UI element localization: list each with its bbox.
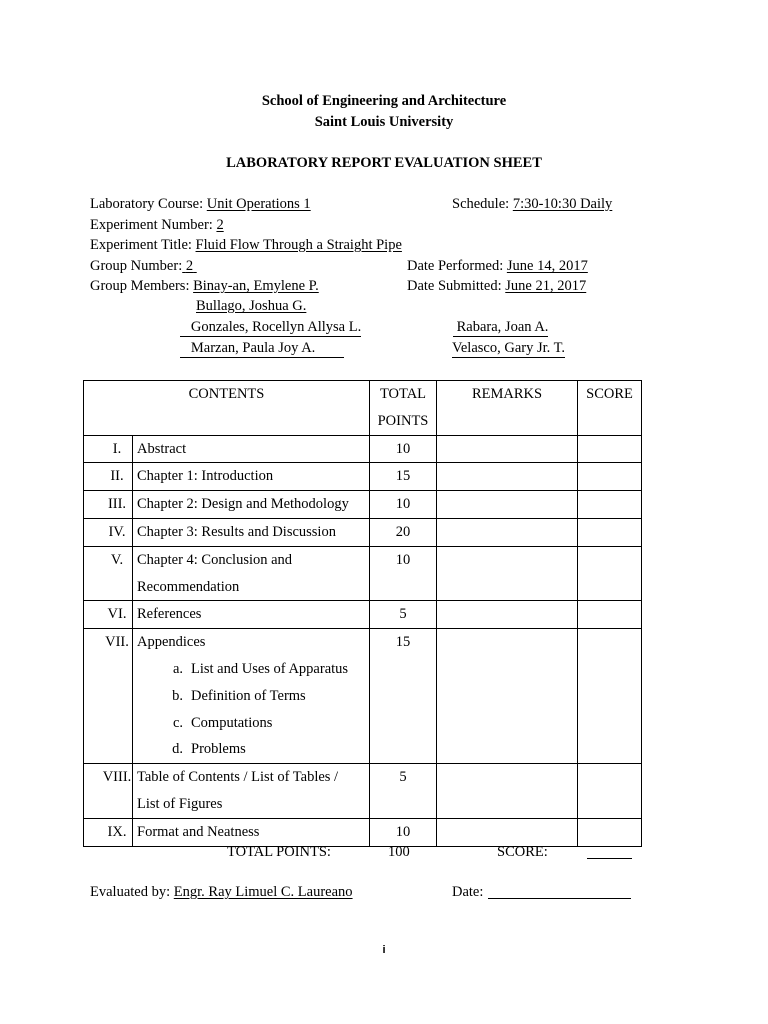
row-score — [578, 601, 642, 629]
experiment-title-line — [90, 237, 402, 254]
total-points-value: 100 — [388, 844, 410, 860]
row-content: Abstract — [133, 435, 370, 463]
table-row — [84, 818, 642, 846]
date-submitted-line — [407, 278, 586, 295]
members-label: Group Members: — [90, 278, 190, 294]
row-score — [578, 491, 642, 519]
row-score — [578, 435, 642, 463]
row-number: VI. — [84, 601, 133, 629]
members-line — [90, 278, 319, 295]
row-number: I. — [84, 435, 133, 463]
total-points-label: TOTAL POINTS: — [227, 844, 331, 860]
row-score — [578, 518, 642, 546]
member-name: Binay-an, Emylene P. — [193, 278, 319, 294]
row-points: 5 — [370, 764, 437, 819]
row-points: 10 — [370, 435, 437, 463]
experiment-number-value: 2 — [216, 217, 224, 233]
schedule-line — [452, 196, 612, 213]
row-number: III. — [84, 491, 133, 519]
row-points: 10 — [370, 546, 437, 601]
row-points: 10 — [370, 818, 437, 846]
table-row — [84, 518, 642, 546]
document-title: LABORATORY REPORT EVALUATION SHEET — [226, 155, 542, 171]
row-number: IX. — [84, 818, 133, 846]
row-points: 5 — [370, 601, 437, 629]
table-header-row — [84, 381, 642, 436]
group-number-line — [90, 258, 197, 275]
table-row — [84, 546, 642, 601]
member-name: Bullago, Joshua G. — [196, 298, 307, 314]
header-total-points: TOTAL POINTS — [370, 381, 437, 436]
row-remarks — [437, 818, 578, 846]
row-content: Chapter 1: Introduction — [133, 463, 370, 491]
row-content: References — [133, 601, 370, 629]
member-name: Marzan, Paula Joy A. — [180, 340, 344, 358]
row-number: VIII. — [84, 764, 133, 819]
table-row — [84, 463, 642, 491]
course-value: Unit Operations 1 — [206, 196, 311, 212]
date-submitted-label: Date Submitted: — [407, 278, 502, 294]
table-row — [84, 601, 642, 629]
row-number: V. — [84, 546, 133, 601]
row-points: 15 — [370, 629, 437, 764]
row-score — [578, 546, 642, 601]
schedule-label: Schedule: — [452, 196, 510, 212]
row-remarks — [437, 629, 578, 764]
university-name: Saint Louis University — [314, 114, 454, 130]
row-content: Appendices a. List and Uses of Apparatus b. Definition of Terms c. Computations d. Problems — [133, 629, 370, 764]
header-score: SCORE — [578, 381, 642, 436]
row-remarks — [437, 764, 578, 819]
row-content: Chapter 4: Conclusion and Recommendation — [133, 546, 370, 601]
header-contents: CONTENTS — [84, 381, 370, 436]
score-label: SCORE: — [497, 844, 548, 860]
row-content: Chapter 3: Results and Discussion — [133, 518, 370, 546]
experiment-title-value: Fluid Flow Through a Straight Pipe — [195, 237, 402, 253]
course-label: Laboratory Course: — [90, 196, 204, 212]
header-remarks: REMARKS — [437, 381, 578, 436]
row-remarks — [437, 435, 578, 463]
row-remarks — [437, 491, 578, 519]
date-submitted-value: June 21, 2017 — [505, 278, 587, 294]
row-remarks — [437, 546, 578, 601]
evaluated-by-label: Evaluated by: — [90, 884, 171, 900]
evaluation-table — [83, 380, 642, 847]
group-number-label: Group Number: — [90, 258, 183, 274]
experiment-number-line — [90, 217, 224, 234]
date-performed-value: June 14, 2017 — [506, 258, 588, 274]
table-row — [84, 435, 642, 463]
row-points: 10 — [370, 491, 437, 519]
sub-item: c. Computations — [172, 714, 273, 731]
row-content: Format and Neatness — [133, 818, 370, 846]
row-remarks — [437, 518, 578, 546]
row-score — [578, 463, 642, 491]
experiment-title-label: Experiment Title: — [90, 237, 192, 253]
school-name: School of Engineering and Architecture — [261, 93, 507, 109]
date-line — [452, 884, 483, 901]
evaluator-name: Engr. Ray Limuel C. Laureano — [173, 884, 353, 900]
row-score — [578, 764, 642, 819]
table-row — [84, 491, 642, 519]
row-score — [578, 629, 642, 764]
row-number: VII. — [84, 629, 133, 764]
sub-item: b. Definition of Terms — [172, 687, 306, 704]
row-content: Table of Contents / List of Tables / List of Figures — [133, 764, 370, 819]
date-performed-line — [407, 258, 588, 275]
row-number: IV. — [84, 518, 133, 546]
page-number: i — [382, 944, 386, 956]
row-content: Chapter 2: Design and Methodology — [133, 491, 370, 519]
schedule-value: 7:30-10:30 Daily — [512, 196, 613, 212]
date-performed-label: Date Performed: — [407, 258, 504, 274]
date-label: Date: — [452, 884, 484, 900]
row-points: 15 — [370, 463, 437, 491]
row-remarks — [437, 463, 578, 491]
group-number-value: 2 — [185, 258, 194, 274]
evaluated-by-line — [90, 884, 353, 901]
date-blank-line — [488, 898, 631, 899]
sub-item: a. List and Uses of Apparatus — [172, 660, 349, 677]
member-name: Gonzales, Rocellyn Allysa L. — [180, 319, 361, 337]
experiment-number-label: Experiment Number: — [90, 217, 213, 233]
row-score — [578, 818, 642, 846]
score-blank-line — [587, 858, 632, 859]
row-points: 20 — [370, 518, 437, 546]
row-remarks — [437, 601, 578, 629]
sub-item: d. Problems — [172, 741, 246, 758]
table-row — [84, 629, 642, 764]
table-row — [84, 764, 642, 819]
course-line — [90, 196, 311, 213]
member-name: Velasco, Gary Jr. T. — [452, 340, 566, 356]
row-number: II. — [84, 463, 133, 491]
member-name: Rabara, Joan A. — [453, 319, 548, 337]
